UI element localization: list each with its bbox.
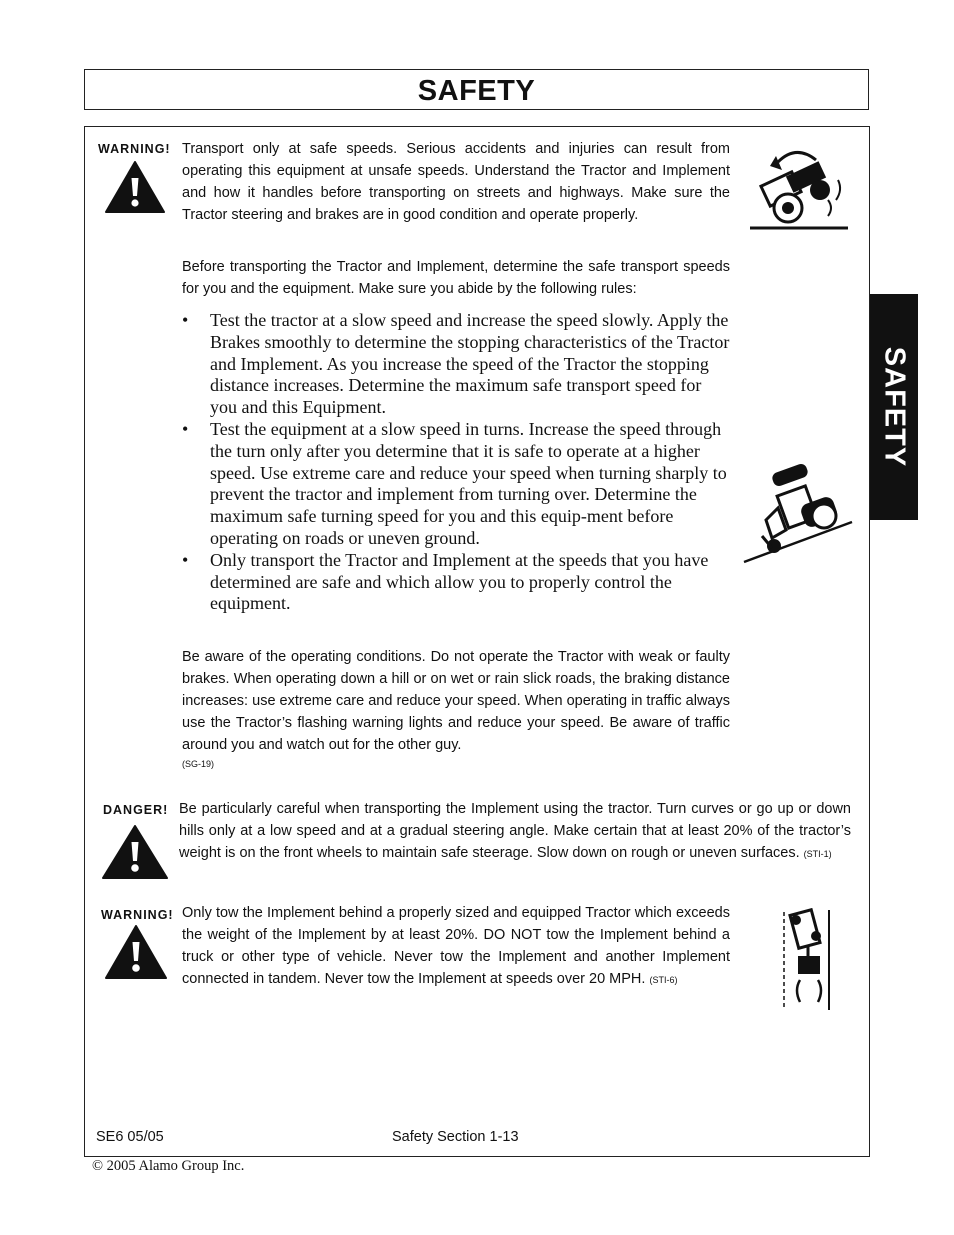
bullet-text: Only transport the Tractor and Implement at the speeds that you have determined are safe and which allow you to properly control the equipment. — [210, 549, 709, 614]
intro-text: Before transporting the Tractor and Implement, determine the safe transport speeds for you and the equipment. Make sure you abide by the following rules: — [182, 259, 730, 297]
warning-label: WARNING! — [98, 142, 171, 156]
header-box — [84, 69, 869, 110]
warning-triangle-icon — [101, 824, 169, 880]
footer-section: Safety Section 1-13 — [392, 1129, 519, 1145]
copyright: © 2005 Alamo Group Inc. — [92, 1158, 245, 1174]
reference-code: (SG-19) — [182, 759, 215, 769]
danger-label: DANGER! — [103, 803, 169, 817]
side-tab-label: SAFETY — [878, 346, 910, 468]
bullet-text: Test the tractor at a slow speed and increase the speed slowly. Apply the Brakes smoothly to determine the stopping characteristics of the Tractor and Implement. As you increase the speed of the Tractor the stopping distance increases. Determine the maximum safe transport speed for you and this Equipment. — [210, 310, 730, 418]
bullet-text: Test the equipment at a slow speed in turns. Increase the speed through the turn only after you determine that it is safe to operate at a higher speed. Use extreme care and reduce your speed when turning sharply to prevent the tractor and implement from turning over. Determine the maximum safe turning speed for you and this equip-ment before operating on roads or uneven ground. — [210, 418, 727, 548]
bullet-marker: • — [182, 418, 189, 439]
warning2-body: Only tow the Implement behind a properly sized and equipped Tractor which exceeds the weight of the Implement by at least 20%. DO NOT tow the Implement behind a truck or other type of vehicle. Never tow the Implement and another Implement connected in tandem. Never tow the Implement at speeds over 20 MPH. — [182, 905, 730, 987]
warning-triangle-icon — [104, 924, 168, 980]
warning2-text — [182, 902, 730, 991]
tractor-towing-icon — [778, 908, 834, 1012]
warning-triangle-icon — [104, 160, 166, 214]
warning-label: WARNING! — [101, 908, 174, 922]
list-item — [182, 550, 730, 615]
danger-body: Be particularly careful when transporting the Implement using the tractor. Turn curves or go up or down hills only at a low speed and at a gradual steering angle. Make certain that at least 20% of the tractor’s weight is on the front wheels to maintain safe steerage. Slow down on rough or uneven surfaces. — [179, 801, 851, 861]
reference-code: (STI-1) — [803, 849, 832, 859]
page-title: SAFETY — [417, 75, 536, 107]
list-item — [182, 310, 730, 419]
warning-text: Transport only at safe speeds. Serious accidents and injuries can result from operating this equipment at unsafe speeds. Understand the Tractor and Implement and how it handles before transporting on streets and highways. Make sure the Tractor steering and brakes are in good condition and operate properly. — [182, 141, 730, 223]
danger-text — [179, 798, 851, 865]
tractor-rollover-icon — [748, 142, 850, 232]
bullet-marker: • — [182, 310, 189, 330]
footer-code: SE6 05/05 — [96, 1129, 164, 1145]
bullet-marker: • — [182, 549, 189, 570]
reference-code: (STI-6) — [649, 975, 678, 985]
bullet-list — [182, 310, 730, 615]
conditions-text — [182, 646, 730, 756]
tractor-slope-rollover-icon — [742, 460, 854, 568]
side-tab — [869, 294, 918, 520]
conditions-body: Be aware of the operating conditions. Do not operate the Tractor with weak or faulty brakes. When operating down a hill or on wet or rain slick roads, the braking distance increases: use extreme care and reduce your speed. When operating in traffic always use the Tractor’s flashing warning lights and reduce your speed. Be aware of traffic around you and watch out for the other guy. — [182, 649, 730, 753]
list-item — [182, 419, 730, 550]
